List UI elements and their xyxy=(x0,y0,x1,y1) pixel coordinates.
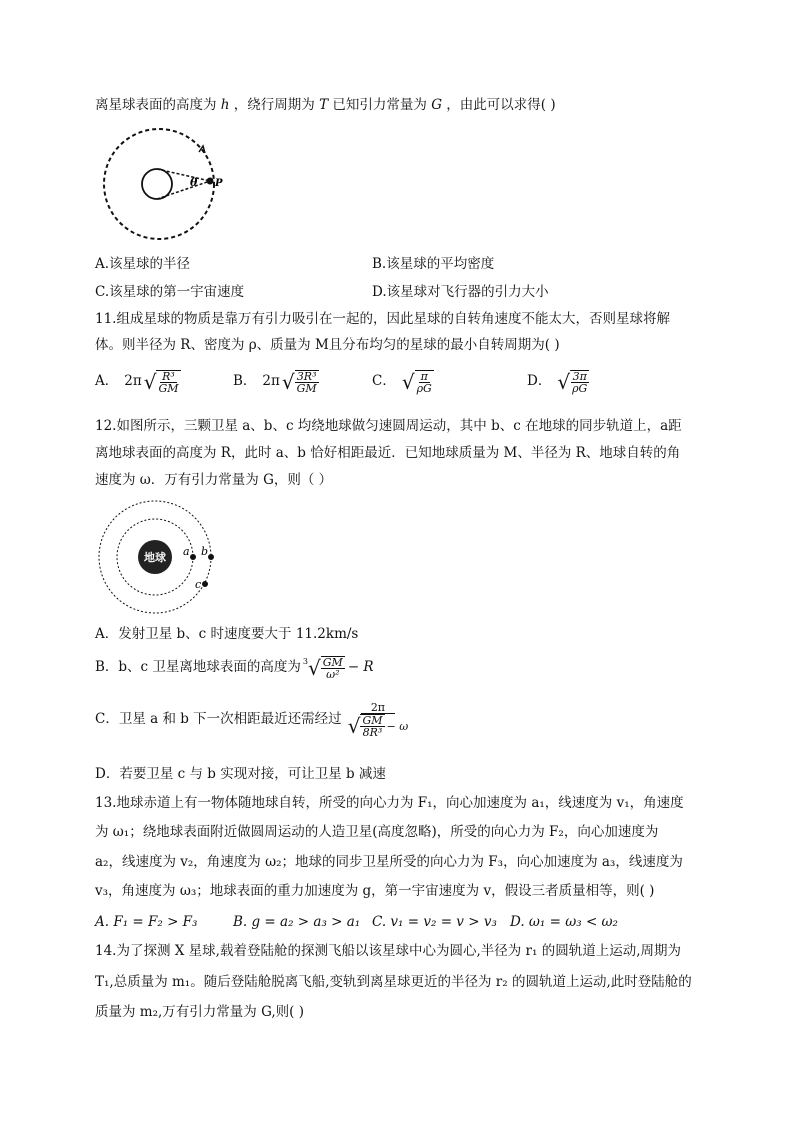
theta-label: θ xyxy=(190,176,198,189)
q12-c-top: 2π xyxy=(361,702,395,714)
q11-b-coef: 2π xyxy=(262,373,280,390)
q12-line3: 速度为 ω．万有引力常量为 G，则（ ） xyxy=(95,472,333,488)
q10-option-a: A.该星球的半径 xyxy=(95,256,191,272)
q14-line2: T₁,总质量为 m₁。随后登陆舱脱离飞船,变轨到离星球更近的半径为 r₂ 的圆轨道上运动,此时登陆舱的 xyxy=(95,974,692,990)
q12-c-inner-frac xyxy=(360,714,384,738)
q11-option-a xyxy=(95,370,181,394)
q12-option-d: D．若要卫星 c 与 b 实现对接，可让卫星 b 减速 xyxy=(95,766,386,782)
q13-line2: 为 ω₁；绕地球表面附近做圆周运动的人造卫星(高度忽略)，所受的向心力为 F₂，向心加速度为 xyxy=(95,824,659,840)
label-a: a xyxy=(183,545,190,558)
q12-b-text: B．b、c 卫星离地球表面的高度为 xyxy=(95,659,301,676)
satellite-b-dot xyxy=(208,554,214,560)
q11-option-d xyxy=(527,370,589,394)
q12-line2: 离地球表面的高度为 R，此时 a、b 恰好相距最近．已知地球质量为 M、半径为 R、地球自转的角 xyxy=(95,445,681,461)
q11-c-label: C． xyxy=(372,373,396,390)
q10-T: T xyxy=(319,97,329,113)
planet-circle xyxy=(142,169,172,199)
q12-b-num: GM xyxy=(322,656,343,669)
q11-a-num: R³ xyxy=(162,370,175,383)
q10-option-d: D.该星球对飞行器的引力大小 xyxy=(372,284,549,300)
q11-line1: 11.组成星球的物质是靠万有引力吸引在一起的，因此星球的自转角速度不能太大，否则星球将解 xyxy=(95,311,670,327)
q11-a-den: GM xyxy=(158,382,179,395)
q13-line4: v₃，角速度为 ω₃；地球表面的重力加速度为 g，第一宇宙速度为 v，假设三者质量相等，则( ) xyxy=(95,883,655,899)
q12-line1: 12.如图所示，三颗卫星 a、b、c 均绕地球做匀速圆周运动，其中 b、c 在地球的同步轨道上，a距 xyxy=(95,418,682,434)
q11-d-den: ρG xyxy=(572,382,588,395)
q13-option-a: A. F₁ = F₂ > F₃ xyxy=(95,914,198,930)
q11-b-label: B． xyxy=(233,373,257,390)
q11-line2: 体。则半径为 R、密度为 ρ、质量为 M且分布均匀的星球的最小自转周期为( ) xyxy=(95,337,560,353)
q11-c-frac xyxy=(415,370,434,394)
satellite-p-dot xyxy=(207,178,214,185)
sqrt-icon: √ xyxy=(308,656,321,680)
q12-b-post: − R xyxy=(347,659,374,676)
q10-end: ，由此可以求得( ) xyxy=(446,97,556,113)
label-c: c xyxy=(195,578,202,591)
q10-h: h xyxy=(220,97,230,113)
sqrt-icon: √ xyxy=(347,714,361,738)
q12-c-minus: − ω xyxy=(386,719,409,733)
sqrt-icon: √ xyxy=(281,370,295,394)
q10-stem xyxy=(95,99,556,113)
q11-c-den: ρG xyxy=(416,382,432,395)
q12-b-frac xyxy=(321,656,345,680)
cube-root-index: 3 xyxy=(302,657,309,666)
q14-line1: 14.为了探测 X 星球,载着登陆舱的探测飞船以该星球中心为圆心,半径为 r₁ 的圆轨道上运动,周期为 xyxy=(95,943,681,959)
q12-c-bottom xyxy=(348,714,409,738)
q13-option-b: B. g = a₂ > a₃ > a₁ xyxy=(233,914,361,930)
q11-d-frac xyxy=(570,370,589,394)
earth-label: 地球 xyxy=(144,551,166,564)
q10-G: G xyxy=(431,97,442,113)
q12-c-den: 8R³ xyxy=(362,726,383,739)
q12-c-frac xyxy=(348,702,409,738)
q11-a-coef: 2π xyxy=(124,373,142,390)
q10-option-c: C.该星球的第一宇宙速度 xyxy=(95,284,245,300)
q10-figure xyxy=(95,128,225,243)
satellite-c-dot xyxy=(202,581,208,587)
q11-b-frac xyxy=(295,370,319,394)
sqrt-icon: √ xyxy=(401,370,415,394)
q11-b-den: GM xyxy=(296,382,317,395)
label-b: b xyxy=(201,545,209,558)
q13-option-d: D. ω₁ = ω₃ < ω₂ xyxy=(510,914,618,930)
q13-option-c: C. v₁ = v₂ = v > v₃ xyxy=(372,914,497,930)
p-label: P xyxy=(215,178,223,189)
q12-c-num: GM xyxy=(362,714,383,727)
sqrt-icon: √ xyxy=(557,370,571,394)
q10-stem-text: 离星球表面的高度为 xyxy=(95,97,217,113)
q12-c-text: C．卫星 a 和 b 下一次相距最近还需经过 xyxy=(95,711,342,728)
q12-option-a: A．发射卫星 b、c 时速度要大于 11.2km/s xyxy=(95,626,359,642)
q11-option-b xyxy=(233,370,319,394)
orbit-circle xyxy=(104,129,214,239)
q12-option-b xyxy=(95,656,374,680)
q12-b-den: ω² xyxy=(326,668,340,681)
q14-line3: 质量为 m₂,万有引力常量为 G,则( ) xyxy=(95,1004,305,1020)
q11-b-num: 3R³ xyxy=(296,370,317,383)
q13-line1: 13.地球赤道上有一物体随地球自转，所受的向心力为 F₁，向心加速度为 a₁，线速度为 v₁，角速度 xyxy=(95,795,684,811)
q11-a-frac xyxy=(156,370,180,394)
q12-figure xyxy=(95,500,225,615)
sqrt-icon: √ xyxy=(143,370,157,394)
q10-option-b: B.该星球的平均密度 xyxy=(372,256,495,272)
q11-c-num: π xyxy=(420,370,428,383)
q12-option-c xyxy=(95,702,408,738)
q10-mid2: 已知引力常量为 xyxy=(332,97,427,113)
q11-d-num: 3π xyxy=(572,370,587,383)
q11-option-c xyxy=(372,370,434,394)
q11-a-label: A． xyxy=(95,373,119,390)
q13-line3: a₂，线速度为 v₂，角速度为 ω₂；地球的同步卫星所受的向心力为 F₃，向心加速度为 a₃，线速度为 xyxy=(95,854,683,870)
q11-d-label: D． xyxy=(527,373,552,390)
q10-mid1: ，绕行周期为 xyxy=(233,97,315,113)
satellite-a-dot xyxy=(190,554,196,560)
